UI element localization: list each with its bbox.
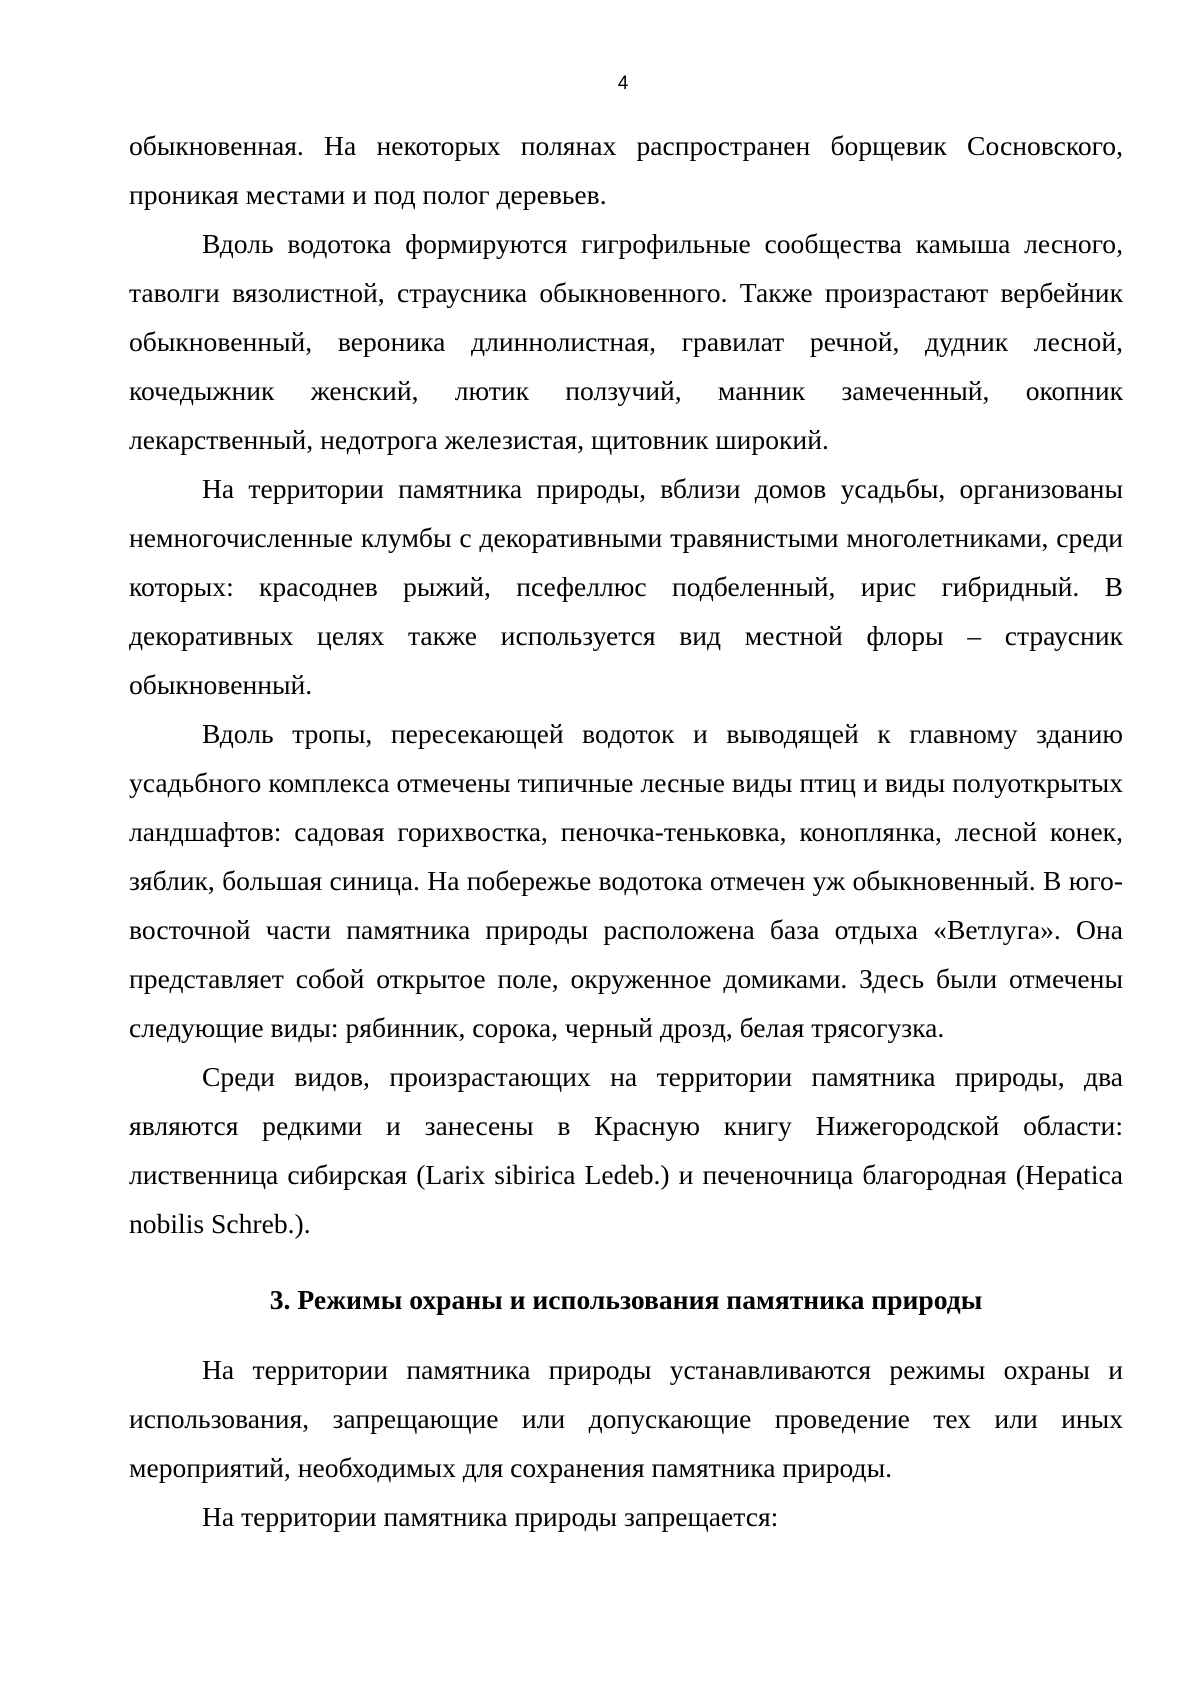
paragraph: Вдоль водотока формируются гигрофильные сообщества камыша лесного, таволги вязолистной, страусника обыкновенного. Также произрастают вербейник обыкновенный, вероника длиннолистная, гравилат речной, дудник лесной, кочедыжник женский, лютик ползучий, манник замеченный, окопник лекарственный, недотрога железистая, щитовник широкий. — [129, 228, 1123, 455]
paragraph-continued: обыкновенная. На некоторых полянах распространен борщевик Сосновского, проникая местами и под полог деревьев. — [129, 130, 1123, 210]
page-number: 4 — [617, 73, 629, 94]
section-heading: 3. Режимы охраны и использования памятника природы — [269, 1284, 983, 1315]
document-body — [129, 121, 1123, 1541]
paragraph: На территории памятника природы, вблизи домов усадьбы, организованы немногочисленные клумбы с декоративными травянистыми многолетниками, среди которых: красоднев рыжий, псефеллюс подбеленный, ирис гибридный. В декоративных целях также используется вид местной флоры – страусник обыкновенный. — [129, 473, 1123, 700]
paragraph: На территории памятника природы устанавливаются режимы охраны и использования, запрещающие или допускающие проведение тех или иных мероприятий, необходимых для сохранения памятника природы. — [129, 1354, 1123, 1483]
paragraph: Среди видов, произрастающих на территории памятника природы, два являются редкими и занесены в Красную книгу Нижегородской области: лиственница сибирская (Larix sibirica Ledeb.) и печеночница благородная (Hepatica nobilis Schreb.). — [129, 1061, 1123, 1239]
paragraph: На территории памятника природы запрещается: — [202, 1501, 779, 1532]
paragraph: Вдоль тропы, пересекающей водоток и выводящей к главному зданию усадьбного комплекса отмечены типичные лесные виды птиц и виды полуоткрытых ландшафтов: садовая горихвостка, пеночка-теньковка, коноплянка, лесной конек, зяблик, большая синица. На побережье водотока отмечен уж обыкновенный. В юго-восточной части памятника природы расположена база отдыха «Ветлуга». Она представляет собой открытое поле, окруженное домиками. Здесь были отмечены следующие виды: рябинник, сорока, черный дрозд, белая трясогузка. — [129, 718, 1123, 1043]
